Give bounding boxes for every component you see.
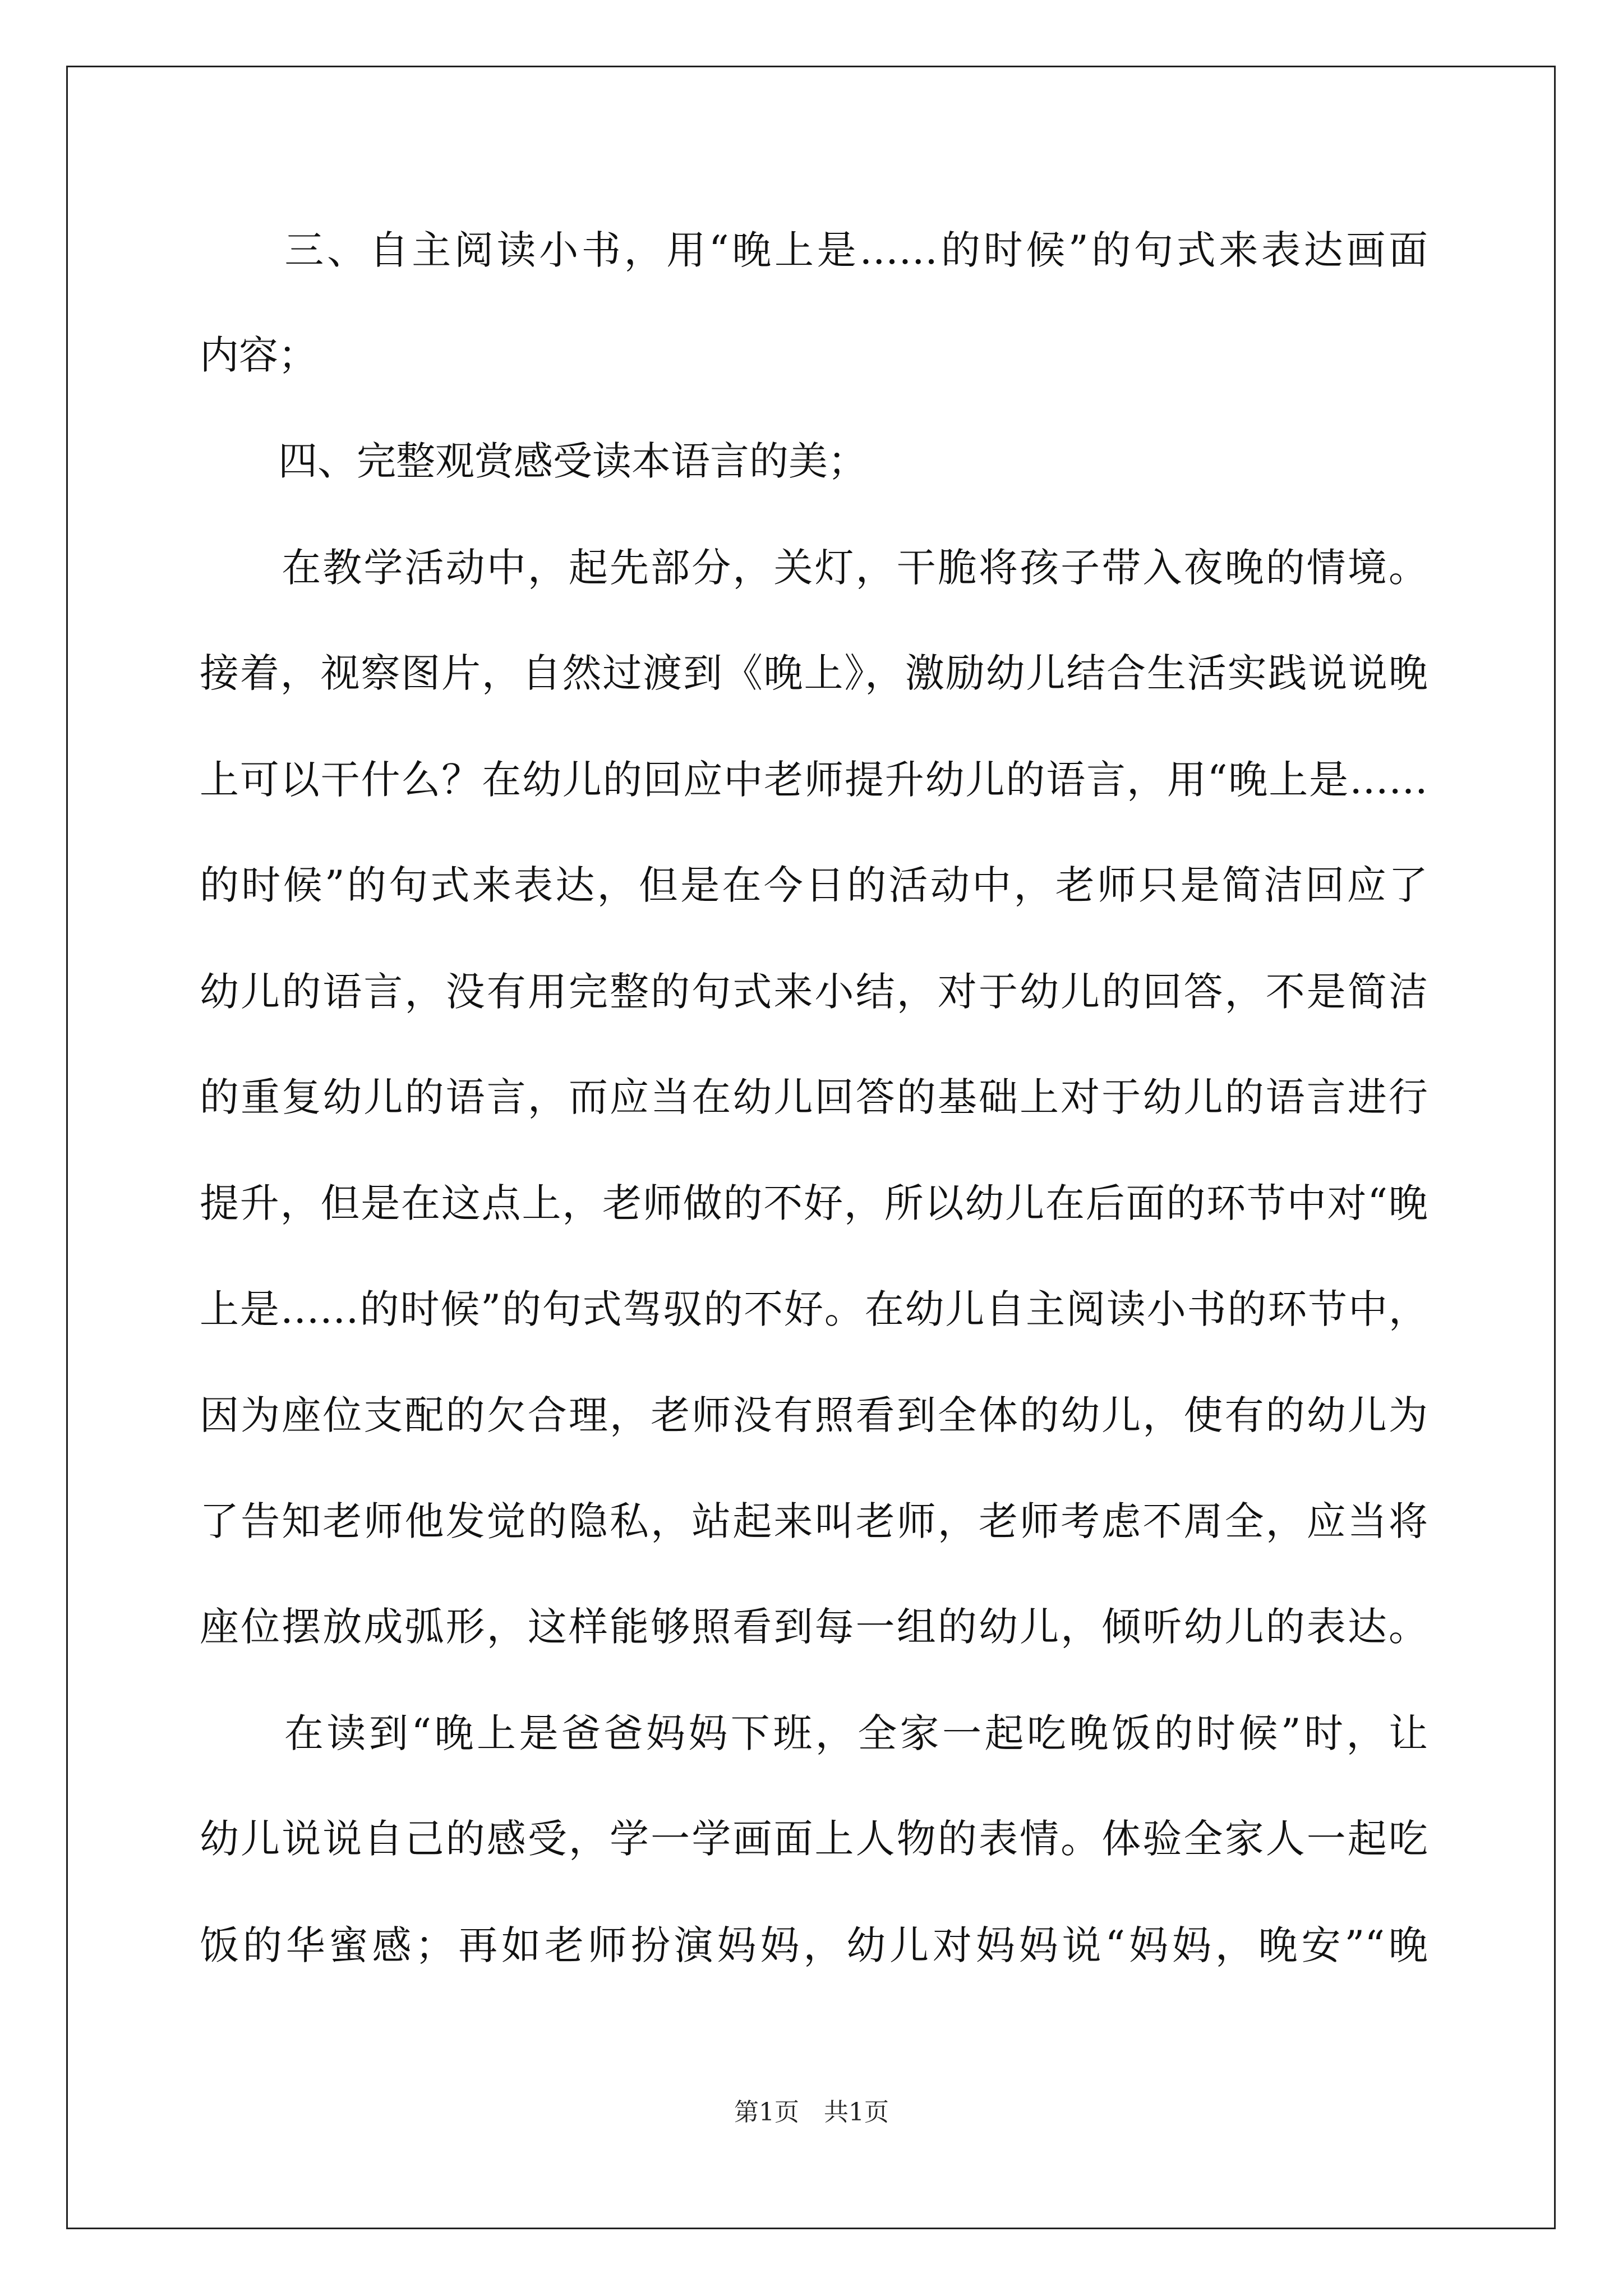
paragraph-line: 因为座位支配的欠合理，老师没有照看到全体的幼儿，使有的幼儿为	[200, 1392, 1428, 1438]
paragraph-line: 三、自主阅读小书，用“晚上是……的时候”的句式来表达画面	[200, 227, 1428, 273]
paragraph-line: 上是……的时候”的句式驾驭的不好。在幼儿自主阅读小书的环节中，	[200, 1286, 1428, 1332]
paragraph-line: 幼儿说说自己的感受，学一学画面上人物的表情。体验全家人一起吃	[200, 1816, 1428, 1862]
paragraph-line: 饭的华蜜感；再如老师扮演妈妈，幼儿对妈妈说“妈妈，晚安”“晚	[200, 1922, 1428, 1968]
paragraph-line: 四、完整观赏感受读本语言的美；	[200, 438, 867, 484]
paragraph-line: 提升，但是在这点上，老师做的不好，所以幼儿在后面的环节中对“晚	[200, 1180, 1428, 1226]
page-border	[66, 66, 1556, 2229]
paragraph-line: 接着，视察图片，自然过渡到《晚上》，激励幼儿结合生活实践说说晚	[200, 650, 1428, 696]
paragraph-line: 内容；	[200, 332, 317, 378]
paragraph-line: 了告知老师他发觉的隐私，站起来叫老师，老师考虑不周全，应当将	[200, 1498, 1428, 1544]
paragraph-line: 在教学活动中，起先部分，关灯，干脆将孩子带入夜晚的情境。	[200, 545, 1428, 591]
paragraph-line: 在读到“晚上是爸爸妈妈下班，全家一起吃晚饭的时候”时，让	[200, 1710, 1428, 1756]
paragraph-line: 幼儿的语言，没有用完整的句式来小结，对于幼儿的回答，不是简洁	[200, 969, 1428, 1015]
paragraph-line: 上可以干什么？在幼儿的回应中老师提升幼儿的语言，用“晚上是……	[200, 757, 1428, 803]
paragraph-line: 座位摆放成弧形，这样能够照看到每一组的幼儿，倾听幼儿的表达。	[200, 1604, 1428, 1650]
paragraph-line: 的重复幼儿的语言，而应当在幼儿回答的基础上对于幼儿的语言进行	[200, 1074, 1428, 1120]
page-footer: 第1页 共1页	[734, 2098, 889, 2127]
paragraph-line: 的时候”的句式来表达，但是在今日的活动中，老师只是简洁回应了	[200, 862, 1428, 908]
